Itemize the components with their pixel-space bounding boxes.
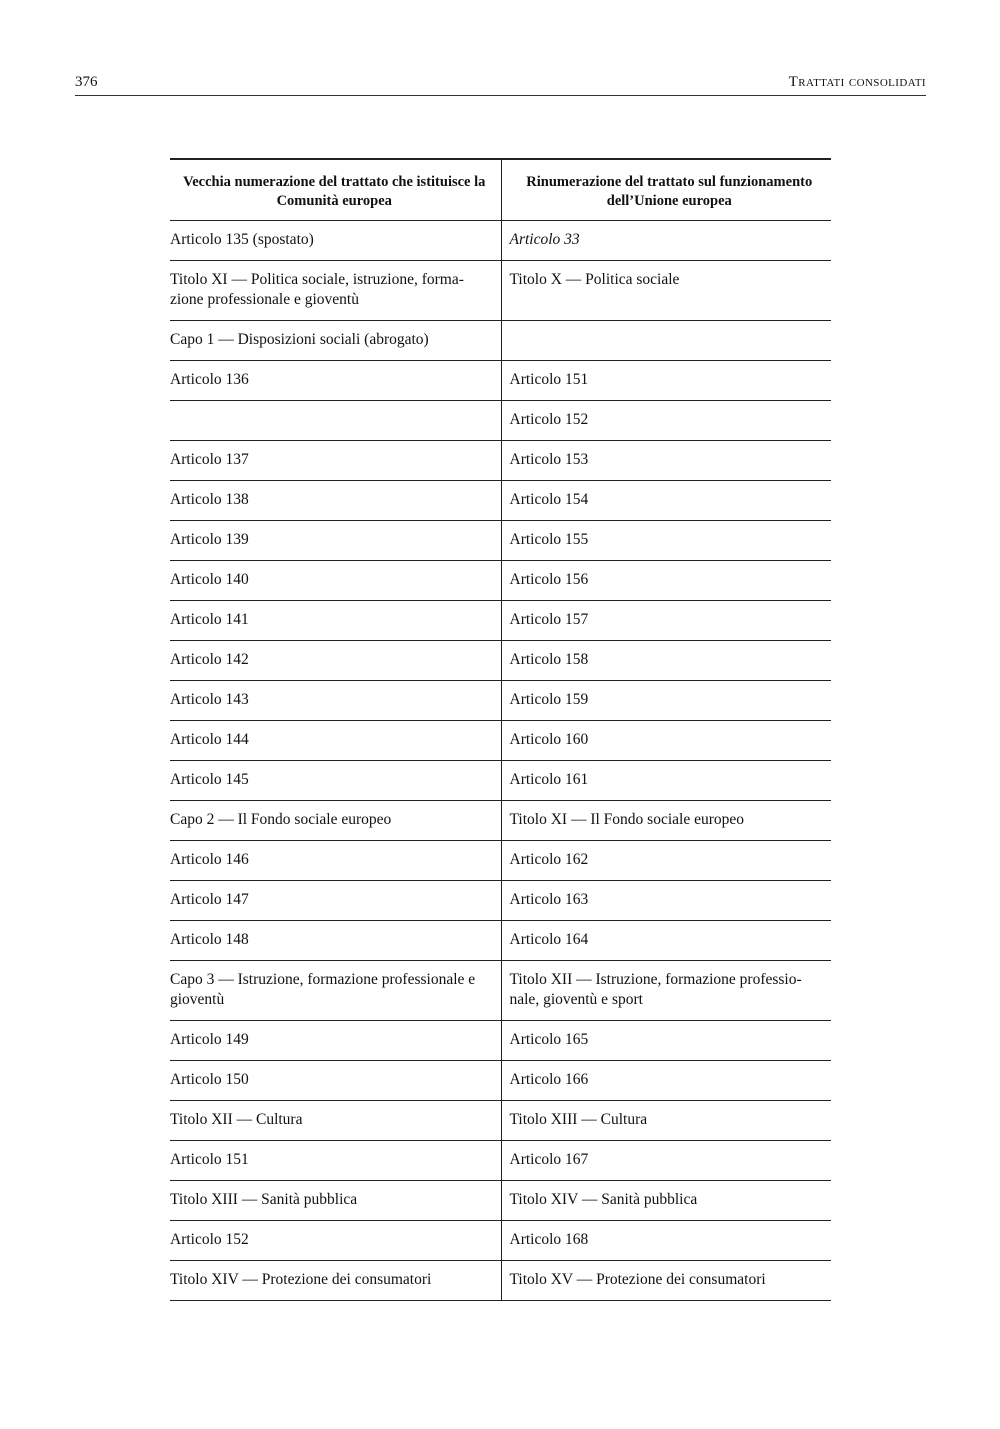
- old-numbering-cell: Capo 1 — Disposizioni sociali (abrogato): [170, 320, 501, 360]
- old-numbering-cell: Articolo 151: [170, 1140, 501, 1180]
- page-number: 376: [75, 74, 98, 90]
- table-row: [170, 360, 831, 400]
- table-row: [170, 640, 831, 680]
- table-row: [170, 920, 831, 960]
- new-numbering-cell: Articolo 162: [501, 840, 831, 880]
- old-numbering-cell: Articolo 139: [170, 520, 501, 560]
- new-numbering-cell: Articolo 157: [501, 600, 831, 640]
- old-numbering-cell: Titolo XIII — Sanità pubblica: [170, 1180, 501, 1220]
- old-numbering-cell: Capo 3 — Istruzione, formazione professionale e gioventù: [170, 960, 501, 1020]
- old-numbering-cell: Articolo 136: [170, 360, 501, 400]
- old-numbering-cell: Articolo 152: [170, 1220, 501, 1260]
- new-numbering-cell: Articolo 166: [501, 1060, 831, 1100]
- table-row: [170, 840, 831, 880]
- new-numbering-cell: [501, 320, 831, 360]
- table-row: [170, 600, 831, 640]
- new-numbering-cell: Titolo XII — Istruzione, formazione professio- nale, gioventù e sport: [501, 960, 831, 1020]
- old-numbering-cell: Articolo 146: [170, 840, 501, 880]
- old-numbering-cell: Articolo 148: [170, 920, 501, 960]
- table-row: [170, 1220, 831, 1260]
- table-row: [170, 1060, 831, 1100]
- old-numbering-cell: Articolo 141: [170, 600, 501, 640]
- table-body: [170, 220, 831, 1300]
- new-numbering-cell: Titolo X — Politica sociale: [501, 260, 831, 320]
- table-row: [170, 320, 831, 360]
- table-row: [170, 560, 831, 600]
- old-numbering-cell: Articolo 140: [170, 560, 501, 600]
- new-numbering-cell: Articolo 167: [501, 1140, 831, 1180]
- table-row: [170, 1020, 831, 1060]
- running-title: Trattati consolidati: [788, 74, 926, 90]
- old-numbering-cell: Articolo 149: [170, 1020, 501, 1060]
- table-row: [170, 220, 831, 260]
- old-numbering-cell: Articolo 142: [170, 640, 501, 680]
- table-header-row: [170, 159, 831, 220]
- table-row: [170, 720, 831, 760]
- new-numbering-cell: Articolo 153: [501, 440, 831, 480]
- new-numbering-cell: Articolo 165: [501, 1020, 831, 1060]
- new-numbering-cell: Titolo XI — Il Fondo sociale europeo: [501, 800, 831, 840]
- new-numbering-cell: Articolo 156: [501, 560, 831, 600]
- table-row: [170, 400, 831, 440]
- table-row: [170, 760, 831, 800]
- old-numbering-cell: Titolo XIV — Protezione dei consumatori: [170, 1260, 501, 1300]
- table-row: [170, 1180, 831, 1220]
- table-header: [170, 159, 831, 220]
- new-numbering-cell: Articolo 152: [501, 400, 831, 440]
- table-row: [170, 440, 831, 480]
- new-numbering-cell: Titolo XIII — Cultura: [501, 1100, 831, 1140]
- old-numbering-cell: Capo 2 — Il Fondo sociale europeo: [170, 800, 501, 840]
- column-header-new-numbering: Rinumerazione del trattato sul funzionamento dell’Unione europea: [501, 159, 831, 220]
- page-header: [75, 74, 926, 96]
- old-numbering-cell: Articolo 145: [170, 760, 501, 800]
- new-numbering-cell: Articolo 159: [501, 680, 831, 720]
- table-row: [170, 480, 831, 520]
- new-numbering-cell: Articolo 164: [501, 920, 831, 960]
- old-numbering-cell: Titolo XI — Politica sociale, istruzione, forma- zione professionale e gioventù: [170, 260, 501, 320]
- table-row: [170, 520, 831, 560]
- table-row: [170, 960, 831, 1020]
- column-header-old-numbering: Vecchia numerazione del trattato che istituisce la Comunità europea: [170, 159, 501, 220]
- new-numbering-cell: Articolo 163: [501, 880, 831, 920]
- new-numbering-cell: Articolo 160: [501, 720, 831, 760]
- table-row: [170, 680, 831, 720]
- new-numbering-cell: Articolo 155: [501, 520, 831, 560]
- new-numbering-cell: Titolo XIV — Sanità pubblica: [501, 1180, 831, 1220]
- old-numbering-cell: Articolo 147: [170, 880, 501, 920]
- old-numbering-cell: Articolo 138: [170, 480, 501, 520]
- old-numbering-cell: Articolo 144: [170, 720, 501, 760]
- new-numbering-cell: Articolo 168: [501, 1220, 831, 1260]
- new-numbering-cell: Articolo 154: [501, 480, 831, 520]
- table-row: [170, 260, 831, 320]
- old-numbering-cell: [170, 400, 501, 440]
- old-numbering-cell: Titolo XII — Cultura: [170, 1100, 501, 1140]
- table-row: [170, 800, 831, 840]
- table-row: [170, 1140, 831, 1180]
- old-numbering-cell: Articolo 150: [170, 1060, 501, 1100]
- new-numbering-cell: Titolo XV — Protezione dei consumatori: [501, 1260, 831, 1300]
- old-numbering-cell: Articolo 143: [170, 680, 501, 720]
- table-row: [170, 880, 831, 920]
- new-numbering-cell: Articolo 33: [501, 220, 831, 260]
- new-numbering-cell: Articolo 158: [501, 640, 831, 680]
- concordance-table: [170, 158, 831, 1301]
- new-numbering-cell: Articolo 161: [501, 760, 831, 800]
- old-numbering-cell: Articolo 135 (spostato): [170, 220, 501, 260]
- table-row: [170, 1260, 831, 1300]
- table-row: [170, 1100, 831, 1140]
- old-numbering-cell: Articolo 137: [170, 440, 501, 480]
- new-numbering-cell: Articolo 151: [501, 360, 831, 400]
